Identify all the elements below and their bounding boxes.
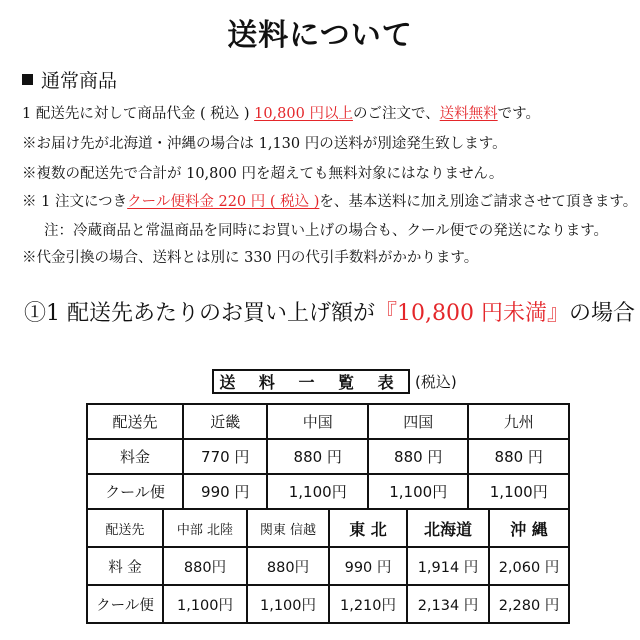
table-cell: 料金 <box>87 439 183 474</box>
table-cell: 1,100円 <box>267 474 368 509</box>
table-cell: 中部 北陸 <box>163 509 247 547</box>
table-cell: 2,060 円 <box>489 547 569 585</box>
multiple-destinations-note: ※複数の配送先で合計が 10,800 円を超えても無料対象にはなりません。 <box>22 166 504 182</box>
table-cell: 1,100円 <box>368 474 469 509</box>
threshold-amount: 10,800 円以上 <box>254 106 353 122</box>
section-label: 通常商品 <box>41 70 118 92</box>
free-shipping-line <box>22 102 540 123</box>
table-cell: 770 円 <box>183 439 267 474</box>
table-cell: 1,100円 <box>468 474 569 509</box>
table-cell: 料 金 <box>87 547 163 585</box>
line1-text-e: です。 <box>497 106 541 122</box>
line4-text-c: を、基本送料に加え別途ご請求させて頂きます。 <box>319 194 638 210</box>
square-bullet-icon <box>22 74 33 85</box>
table-row <box>87 547 569 585</box>
cod-fee-note: ※代金引換の場合、送料とは別に 330 円の代引手数料がかかります。 <box>22 250 479 266</box>
heading2-text-a: ①1 配送先あたりのお買い上げ額が <box>24 301 375 326</box>
line4-text-a: ※ 1 注文につき <box>22 194 128 210</box>
table-cell: 近畿 <box>183 404 267 439</box>
table-cell: 配送先 <box>87 404 183 439</box>
table-cell: クール便 <box>87 474 183 509</box>
table-cell: 1,100円 <box>247 585 329 623</box>
table-cell: 880 円 <box>267 439 368 474</box>
table-cell: 1,100円 <box>163 585 247 623</box>
table-cell: 1,914 円 <box>407 547 489 585</box>
table-header-row <box>87 509 569 547</box>
section-heading <box>22 66 117 93</box>
table-cell: 990 円 <box>329 547 407 585</box>
line1-text-c: のご注文で、 <box>352 106 440 122</box>
table-cell: クール便 <box>87 585 163 623</box>
rate-table-west <box>86 403 570 510</box>
table-row <box>87 474 569 509</box>
cool-fee-amount: クール便料金 220 円 ( 税込 ) <box>127 194 320 210</box>
table-header-row <box>87 404 569 439</box>
table-cell: 990 円 <box>183 474 267 509</box>
table-cell: 四国 <box>368 404 469 439</box>
under-threshold-heading <box>24 296 635 327</box>
table-cell: 1,210円 <box>329 585 407 623</box>
table-cell: 九州 <box>468 404 569 439</box>
refrigerated-note: 注：冷蔵商品と常温商品を同時にお買い上げの場合も、クール便での発送になります。 <box>44 223 609 239</box>
heading2-text-c: の場合 <box>568 301 635 326</box>
line1-text-a: 1 配送先に対して商品代金 ( 税込 ) <box>22 106 255 122</box>
table-row <box>87 585 569 623</box>
table-cell: 2,134 円 <box>407 585 489 623</box>
table-cell: 配送先 <box>87 509 163 547</box>
rate-table-east <box>86 508 570 624</box>
table-cell: 880 円 <box>368 439 469 474</box>
rate-table-title: 送 料 一 覧 表 <box>212 369 410 394</box>
hokkaido-okinawa-note: ※お届け先が北海道・沖縄の場合は 1,130 円の送料が別途発生致します。 <box>22 136 507 152</box>
table-cell: 880 円 <box>468 439 569 474</box>
page-title: 送料について <box>227 18 413 53</box>
tax-included-note: (税込) <box>415 373 457 391</box>
under-threshold-amount: 『10,800 円未満』 <box>375 301 569 326</box>
table-cell: 中国 <box>267 404 368 439</box>
table-cell: 880円 <box>247 547 329 585</box>
table-cell: 沖 縄 <box>489 509 569 547</box>
table-cell: 880円 <box>163 547 247 585</box>
free-shipping-label: 送料無料 <box>439 106 498 122</box>
table-row <box>87 439 569 474</box>
table-cell: 北海道 <box>407 509 489 547</box>
table-cell: 東 北 <box>329 509 407 547</box>
cool-delivery-fee-note <box>22 190 637 211</box>
table-cell: 関東 信越 <box>247 509 329 547</box>
table-cell: 2,280 円 <box>489 585 569 623</box>
